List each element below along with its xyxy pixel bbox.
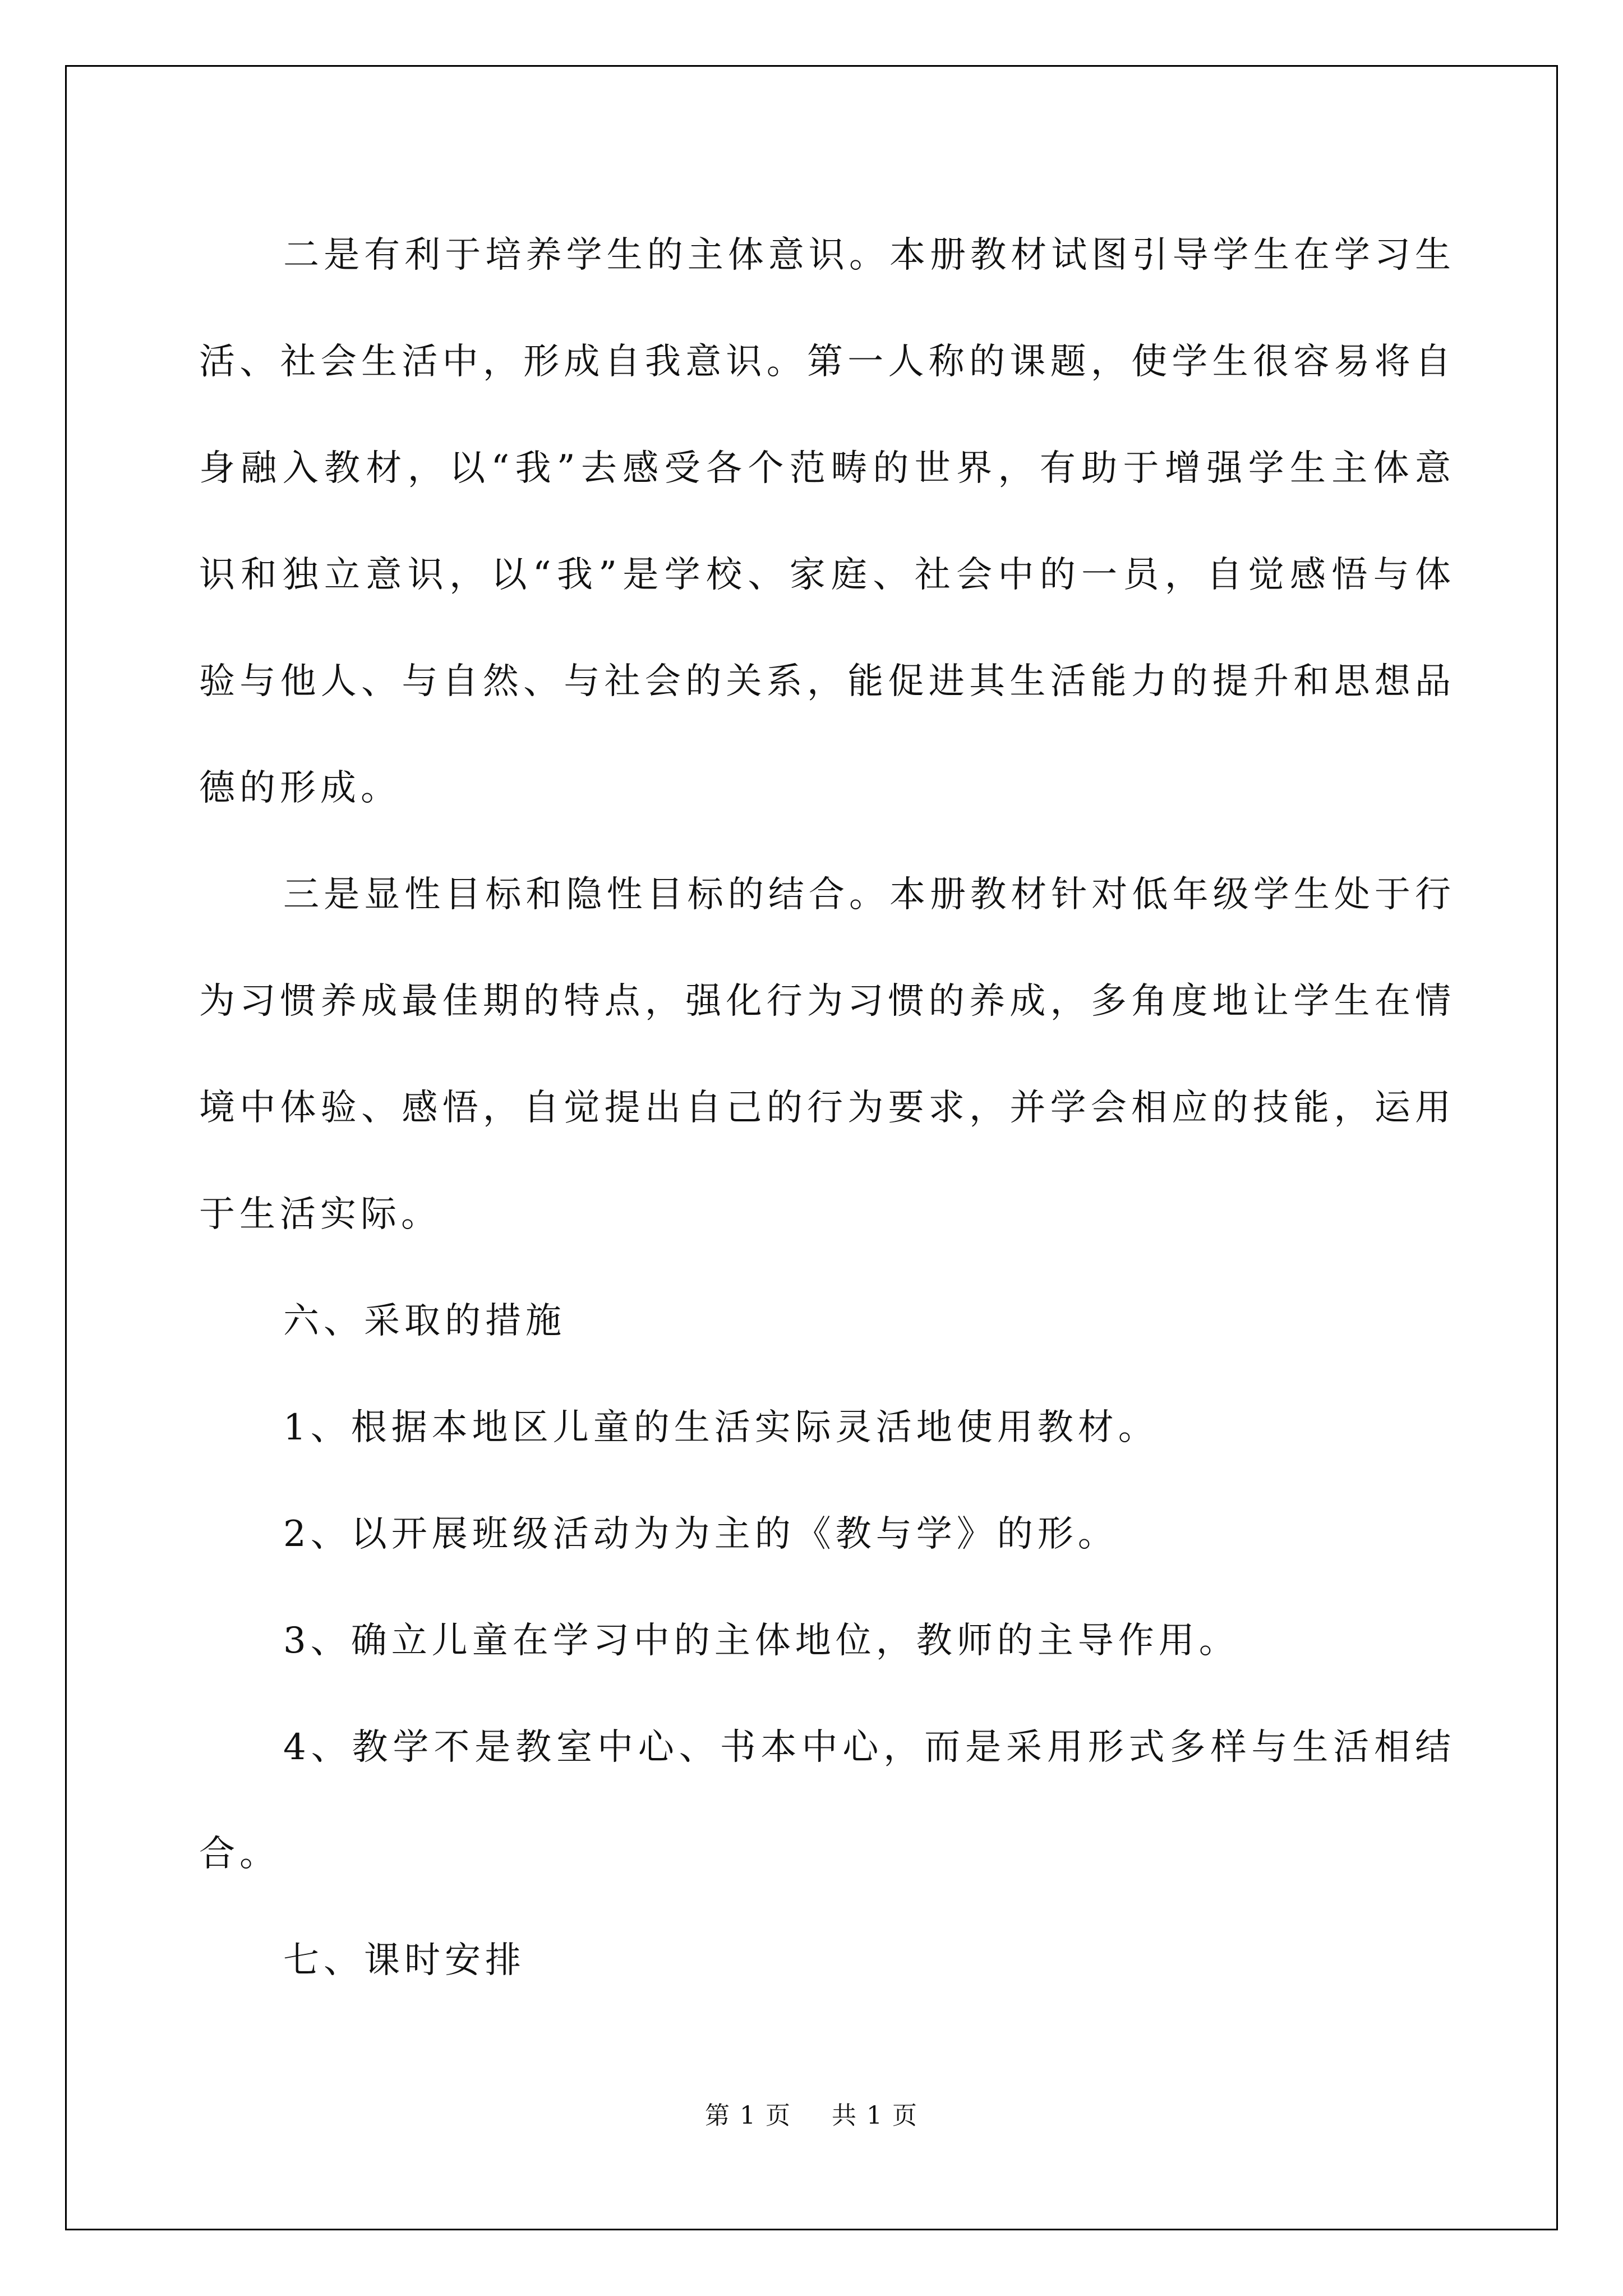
page-total: 共 1 页 — [832, 2101, 918, 2130]
document-body — [199, 202, 1455, 2014]
list-item: 4、教学不是教室中心、书本中心，而是采用形式多样与生活相结合。 — [199, 1727, 1455, 1875]
list-item: 1、根据本地区儿童的生活实际灵活地使用教材。 — [283, 1407, 1159, 1448]
list-item: 3、确立儿童在学习中的主体地位，教师的主导作用。 — [283, 1620, 1239, 1662]
section-heading: 六、采取的措施 — [283, 1300, 566, 1342]
list-item: 2、以开展班级活动为为主的《教与学》的形。 — [283, 1513, 1118, 1555]
paragraph: 三是显性目标和隐性目标的结合。本册教材针对低年级学生处于行为习惯养成最佳期的特点，强化行为习惯的养成，多角度地让学生在情境中体验、感悟，自觉提出自己的行为要求，并学会相应的技能，运用于生活实际。 — [199, 874, 1455, 1235]
section-heading: 七、课时安排 — [283, 1940, 525, 1981]
page-number: 第 1 页 — [705, 2101, 791, 2130]
paragraph: 二是有利于培养学生的主体意识。本册教材试图引导学生在学习生活、社会生活中，形成自我意识。第一人称的课题，使学生很容易将自身融入教材，以“我”去感受各个范畴的世界，有助于增强学生主体意识和独立意识，以“我”是学校、家庭、社会中的一员，自觉感悟与体验与他人、与自然、与社会的关系，能促进其生活能力的提升和思想品德的形成。 — [199, 234, 1455, 809]
page-footer — [0, 2095, 1623, 2131]
